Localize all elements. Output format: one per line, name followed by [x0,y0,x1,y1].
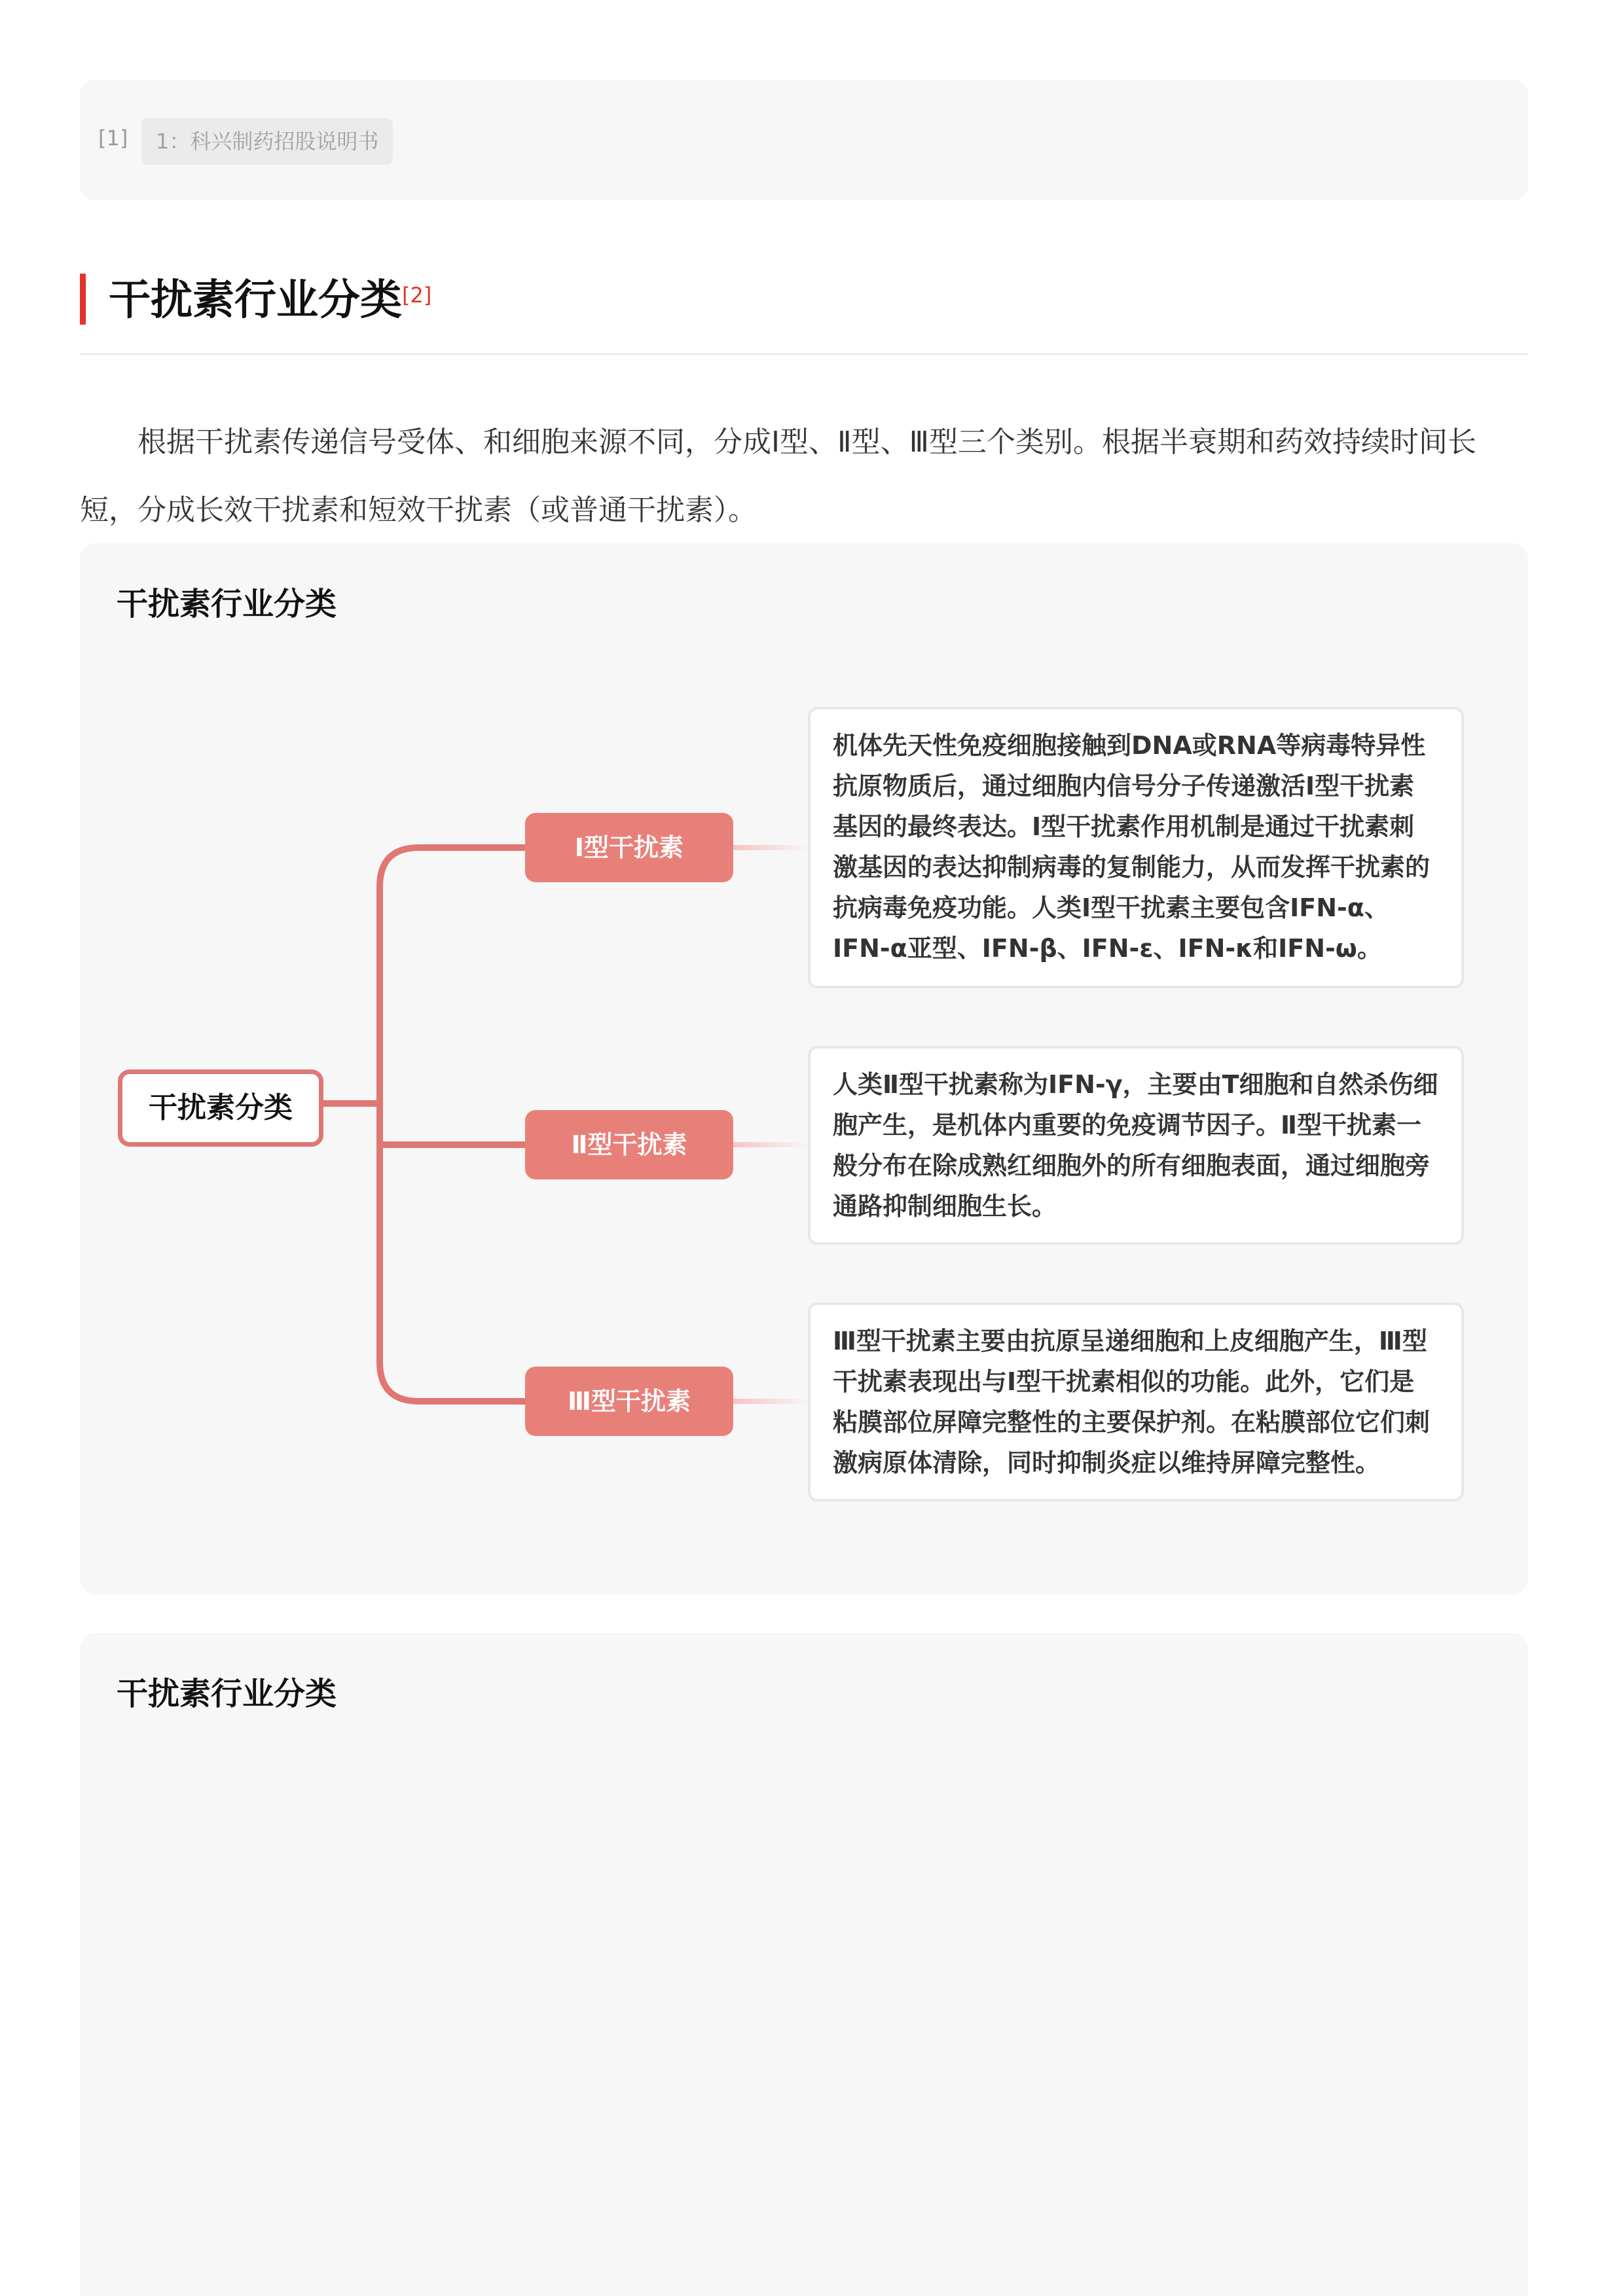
branch-connector-1 [380,848,525,1103]
reference-link[interactable]: 1：科兴制药招股说明书 [141,118,393,165]
branch-connector-3 [380,1103,525,1401]
leaf-connector-2 [733,1142,808,1147]
section-citation[interactable]: [2] [402,283,432,308]
mindmap-card [80,543,1528,1594]
branch-connector-2 [380,1103,525,1145]
intro-paragraph: 根据干扰素传递信号受体、和细胞来源不同，分成Ⅰ型、Ⅱ型、Ⅲ型三个类别。根据半衰期和药效持续时间长短，分成长效干扰素和短效干扰素（或普通干扰素）。 [80,425,1476,527]
section-divider [80,353,1528,355]
references-box [80,80,1528,200]
section-title-text: 干扰素行业分类 [109,276,402,325]
section-title [109,271,431,330]
leaf-type-2-description: 人类Ⅱ型干扰素称为IFN-γ，主要由T细胞和自然杀伤细胞产生，是机体内重要的免疫调节因子。Ⅱ型干扰素一般分布在除成熟红细胞外的所有细胞表面，通过细胞旁通路抑制细胞生长。 [808,1046,1464,1245]
leaf-connector-3 [733,1399,808,1404]
leaf-connector-1 [733,845,808,850]
chart-card-title: 干扰素行业分类 [117,1676,337,1712]
chart-card [80,1633,1528,2296]
branch-type-1: Ⅰ型干扰素 [525,813,733,882]
branch-type-3: Ⅲ型干扰素 [525,1367,733,1436]
leaf-type-3-description: Ⅲ型干扰素主要由抗原呈递细胞和上皮细胞产生，Ⅲ型干扰素表现出与Ⅰ型干扰素相似的功能。此外，它们是粘膜部位屏障完整性的主要保护剂。在粘膜部位它们刺激病原体清除，同时抑制炎症以维持屏障完整性。 [808,1302,1464,1501]
branch-type-2: Ⅱ型干扰素 [525,1110,733,1179]
mindmap-card-title: 干扰素行业分类 [117,586,337,622]
reference-index: [1] [98,126,128,151]
mindmap-root-node: 干扰素分类 [118,1069,323,1147]
leaf-type-1-description: 机体先天性免疫细胞接触到DNA或RNA等病毒特异性抗原物质后，通过细胞内信号分子传递激活Ⅰ型干扰素基因的最终表达。Ⅰ型干扰素作用机制是通过干扰素刺激基因的表达抑制病毒的复制能力，从而发挥干扰素的抗病毒免疫功能。人类Ⅰ型干扰素主要包含IFN-α、IFN-α亚型、IFN-β、IFN-ε、IFN-κ和IFN-ω。 [808,707,1464,988]
section-accent-bar [80,274,86,325]
